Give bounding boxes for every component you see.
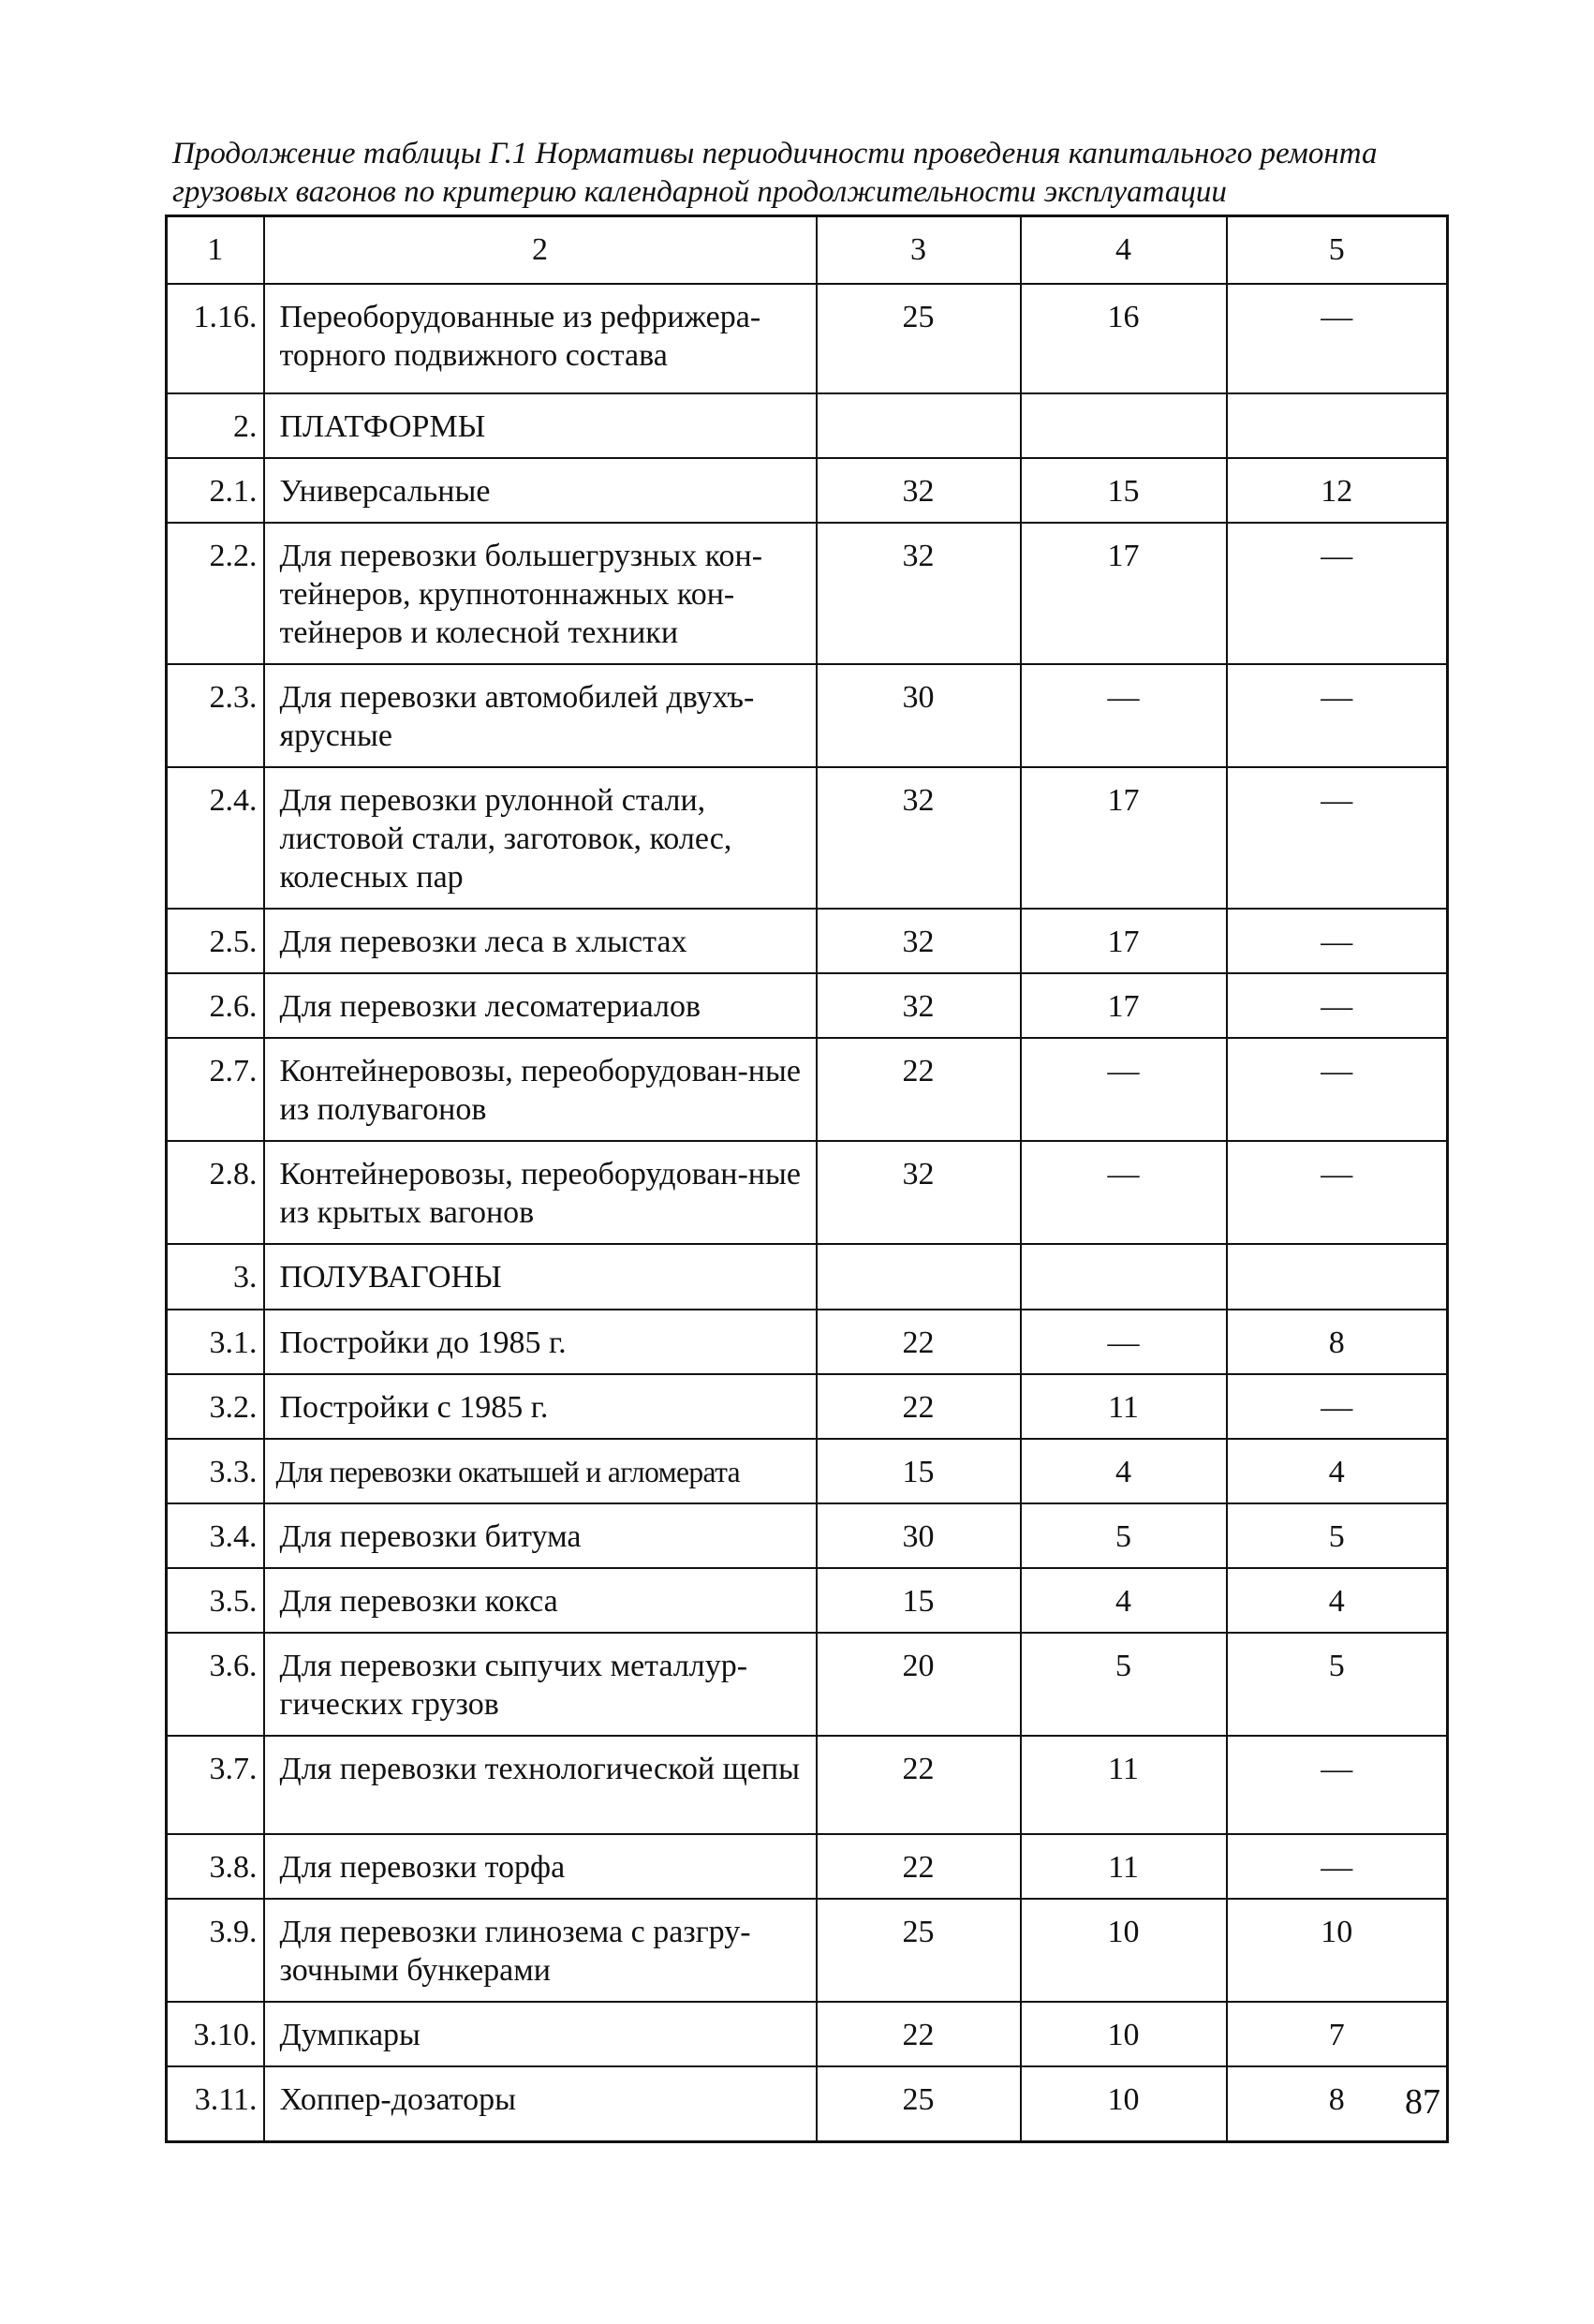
value-col-5: —	[1227, 523, 1448, 664]
value-col-5: —	[1227, 1736, 1448, 1834]
value-col-4: 5	[1021, 1503, 1227, 1568]
page-number: 87	[1405, 2082, 1440, 2122]
row-number: 2.7.	[167, 1038, 264, 1141]
value-col-4: 4	[1021, 1439, 1227, 1503]
value-col-4: 10	[1021, 1899, 1227, 2002]
wagon-type: Хоппер-дозаторы	[264, 2066, 817, 2141]
value-col-5: —	[1227, 284, 1448, 393]
column-header-1: 1	[167, 216, 264, 285]
value-col-5: 4	[1227, 1439, 1448, 1503]
value-col-5: —	[1227, 767, 1448, 909]
table-row	[167, 909, 1448, 973]
wagon-type: Для перевозки кокса	[264, 1568, 817, 1633]
value-col-3: 32	[817, 973, 1021, 1038]
row-number: 3.3.	[167, 1439, 264, 1503]
table-row	[167, 1374, 1448, 1439]
value-col-4: —	[1021, 664, 1227, 767]
value-col-5: —	[1227, 1038, 1448, 1141]
table-row	[167, 973, 1448, 1038]
table-caption	[172, 135, 1465, 212]
row-number: 3.4.	[167, 1503, 264, 1568]
table-row	[167, 1503, 1448, 1568]
table-row	[167, 1568, 1448, 1633]
caption-line-1: Продолжение таблицы Г.1 Нормативы периодичности проведения капитального ремонта	[172, 137, 1378, 170]
value-col-3: 22	[817, 1834, 1021, 1899]
value-col-5: 10	[1227, 1899, 1448, 2002]
value-col-3: 25	[817, 1899, 1021, 2002]
table-row	[167, 664, 1448, 767]
table-row	[167, 1834, 1448, 1899]
row-number: 2.4.	[167, 767, 264, 909]
table-row	[167, 1736, 1448, 1834]
value-col-3: 25	[817, 2066, 1021, 2141]
row-number: 3.8.	[167, 1834, 264, 1899]
value-col-4: 15	[1021, 458, 1227, 523]
wagon-type: Для перевозки сыпучих металлур-гических грузов	[264, 1633, 817, 1736]
value-col-5: 8	[1227, 2066, 1448, 2141]
table-row	[167, 284, 1448, 393]
value-col-3: 30	[817, 664, 1021, 767]
value-col-3: 15	[817, 1439, 1021, 1503]
value-col-3: 22	[817, 1038, 1021, 1141]
value-col-3: 22	[817, 1310, 1021, 1374]
value-col-5: 4	[1227, 1568, 1448, 1633]
wagon-type: Контейнеровозы, переоборудован-ные из полувагонов	[264, 1038, 817, 1141]
value-col-3: 22	[817, 1736, 1021, 1834]
caption-line-2: грузовых вагонов по критерию календарной продолжительности эксплуатации	[172, 175, 1227, 209]
table-row	[167, 523, 1448, 664]
row-number: 3.1.	[167, 1310, 264, 1374]
wagon-type: Постройки с 1985 г.	[264, 1374, 817, 1439]
value-col-4: 17	[1021, 909, 1227, 973]
table-row	[167, 1038, 1448, 1141]
value-col-5: —	[1227, 1141, 1448, 1244]
norms-table	[165, 215, 1449, 2143]
value-col-5: 7	[1227, 2002, 1448, 2066]
row-number: 2.5.	[167, 909, 264, 973]
value-col-3: 32	[817, 458, 1021, 523]
table-row	[167, 2066, 1448, 2141]
value-col-4: 17	[1021, 523, 1227, 664]
wagon-type: Для перевозки большегрузных кон-тейнеров, крупнотоннажных кон-тейнеров и колесной техники	[264, 523, 817, 664]
wagon-type: Для перевозки окатышей и агломерата	[264, 1439, 817, 1503]
value-col-4: 5	[1021, 1633, 1227, 1736]
value-col-5: —	[1227, 664, 1448, 767]
value-col-4: 11	[1021, 1834, 1227, 1899]
wagon-type: Для перевозки торфа	[264, 1834, 817, 1899]
value-col-3: 25	[817, 284, 1021, 393]
column-header-3: 3	[817, 216, 1021, 285]
value-col-4: 17	[1021, 767, 1227, 909]
row-number: 3.5.	[167, 1568, 264, 1633]
value-col-4: —	[1021, 1310, 1227, 1374]
value-col-4: 17	[1021, 973, 1227, 1038]
value-col-5: 8	[1227, 1310, 1448, 1374]
wagon-type: Переоборудованные из рефрижера-торного подвижного состава	[264, 284, 817, 393]
row-number: 2.1.	[167, 458, 264, 523]
value-col-4: 4	[1021, 1568, 1227, 1633]
value-col-5: —	[1227, 973, 1448, 1038]
table-header-row	[167, 216, 1448, 285]
value-col-3: 22	[817, 2002, 1021, 2066]
value-col-3: 15	[817, 1568, 1021, 1633]
wagon-type: Для перевозки технологической щепы	[264, 1736, 817, 1834]
table-row	[167, 1244, 1448, 1310]
wagon-type: Для перевозки лесоматериалов	[264, 973, 817, 1038]
wagon-type: Постройки до 1985 г.	[264, 1310, 817, 1374]
value-col-3: 32	[817, 767, 1021, 909]
table-row	[167, 1141, 1448, 1244]
wagon-type: Для перевозки рулонной стали, листовой стали, заготовок, колес, колесных пар	[264, 767, 817, 909]
row-number: 2.2.	[167, 523, 264, 664]
wagon-type: Универсальные	[264, 458, 817, 523]
wagon-type: Для перевозки битума	[264, 1503, 817, 1568]
wagon-type: ПОЛУВАГОНЫ	[264, 1244, 817, 1310]
value-col-4: 10	[1021, 2066, 1227, 2141]
row-number: 2.	[167, 393, 264, 458]
value-col-3: 30	[817, 1503, 1021, 1568]
value-col-3: 32	[817, 909, 1021, 973]
column-header-5: 5	[1227, 216, 1448, 285]
wagon-type: Для перевозки леса в хлыстах	[264, 909, 817, 973]
value-col-3: 22	[817, 1374, 1021, 1439]
table-row	[167, 393, 1448, 458]
row-number: 3.7.	[167, 1736, 264, 1834]
value-col-4: 11	[1021, 1374, 1227, 1439]
row-number: 2.3.	[167, 664, 264, 767]
value-col-4: —	[1021, 1038, 1227, 1141]
value-col-5: —	[1227, 1834, 1448, 1899]
table-row	[167, 767, 1448, 909]
row-number: 3.11.	[167, 2066, 264, 2141]
value-col-5	[1227, 1244, 1448, 1310]
value-col-5: —	[1227, 909, 1448, 973]
value-col-4: 10	[1021, 2002, 1227, 2066]
value-col-4	[1021, 393, 1227, 458]
row-number: 3.	[167, 1244, 264, 1310]
value-col-4: —	[1021, 1141, 1227, 1244]
value-col-3: 20	[817, 1633, 1021, 1736]
table-row	[167, 1439, 1448, 1503]
column-header-4: 4	[1021, 216, 1227, 285]
value-col-5	[1227, 393, 1448, 458]
column-header-2: 2	[264, 216, 817, 285]
wagon-type: ПЛАТФОРМЫ	[264, 393, 817, 458]
wagon-type: Для перевозки глинозема с разгру-зочными бункерами	[264, 1899, 817, 2002]
value-col-3	[817, 1244, 1021, 1310]
value-col-5: 12	[1227, 458, 1448, 523]
wagon-type: Для перевозки автомобилей двухъ-ярусные	[264, 664, 817, 767]
wagon-type: Контейнеровозы, переоборудован-ные из крытых вагонов	[264, 1141, 817, 1244]
row-number: 2.8.	[167, 1141, 264, 1244]
table-row	[167, 1310, 1448, 1374]
value-col-3	[817, 393, 1021, 458]
value-col-5: 5	[1227, 1633, 1448, 1736]
value-col-3: 32	[817, 523, 1021, 664]
value-col-4: 16	[1021, 284, 1227, 393]
value-col-5: —	[1227, 1374, 1448, 1439]
value-col-5: 5	[1227, 1503, 1448, 1568]
value-col-4: 11	[1021, 1736, 1227, 1834]
row-number: 3.10.	[167, 2002, 264, 2066]
table-row	[167, 458, 1448, 523]
row-number: 3.9.	[167, 1899, 264, 2002]
row-number: 3.6.	[167, 1633, 264, 1736]
row-number: 1.16.	[167, 284, 264, 393]
value-col-4	[1021, 1244, 1227, 1310]
table-row	[167, 1633, 1448, 1736]
value-col-3: 32	[817, 1141, 1021, 1244]
wagon-type: Думпкары	[264, 2002, 817, 2066]
table-row	[167, 2002, 1448, 2066]
row-number: 3.2.	[167, 1374, 264, 1439]
table-row	[167, 1899, 1448, 2002]
row-number: 2.6.	[167, 973, 264, 1038]
